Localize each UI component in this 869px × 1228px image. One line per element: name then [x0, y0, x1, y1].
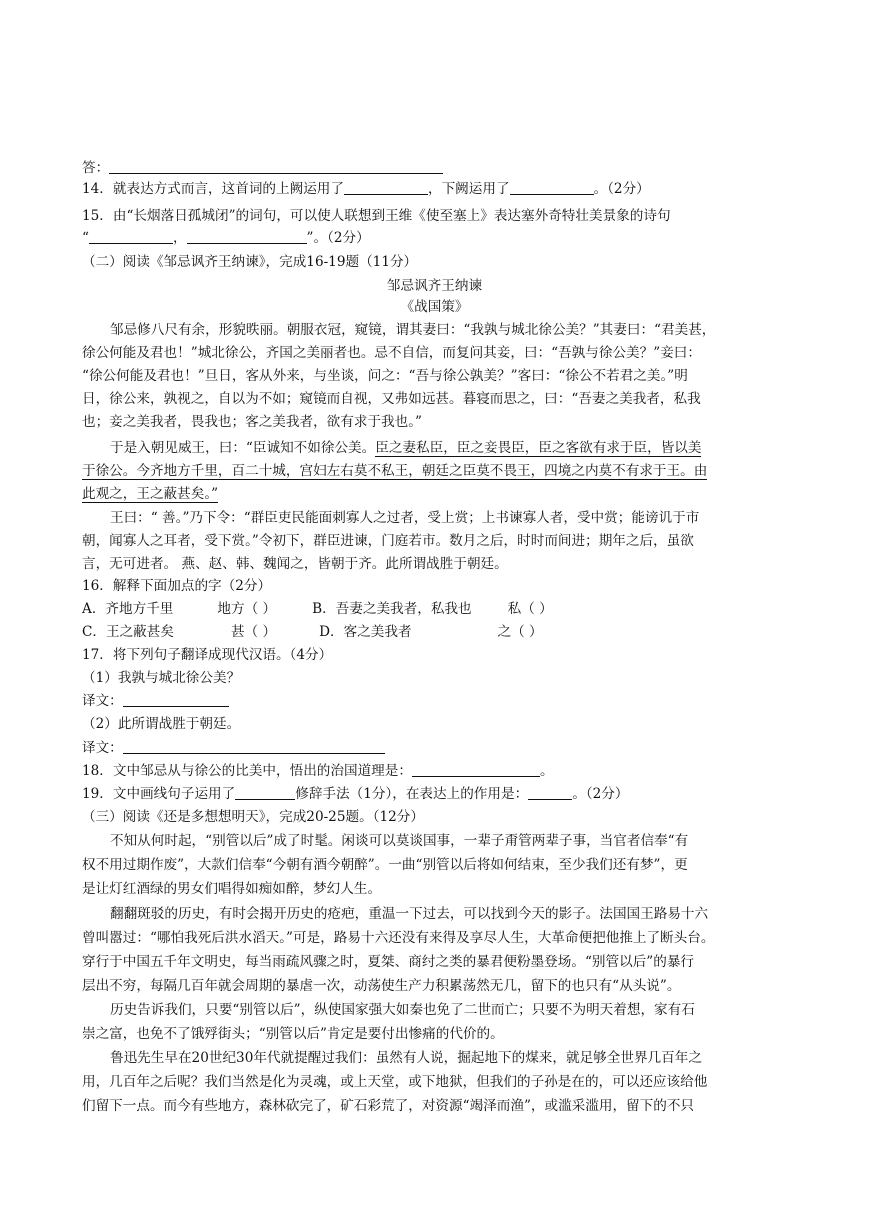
- passage-line: 穿行于中国五千年文明史，每当雨疏风骤之时，夏桀、商纣之类的暴君便粉墨登场。“别管以后”的暴行: [82, 954, 695, 970]
- question-16-stem: 16．解释下面加点的字（2分）: [82, 578, 272, 594]
- question-18: 18．文中邹忌从与徐公的比美中，悟出的治国道理是： 。: [82, 763, 554, 779]
- passage-line: 言，无可进者。 燕、赵、韩、魏闻之，皆朝于齐。此所谓战胜于朝廷。: [82, 556, 508, 572]
- translation-line-1: 译文：: [82, 691, 229, 711]
- answer-blank[interactable]: [344, 180, 428, 195]
- passage-line: 用，几百年之后呢？我们当然是化为灵魂，或上天堂，或下地狱，但我们的子孙是在的，可以还应该给他: [82, 1074, 708, 1090]
- passage-line: 崇之富，也免不了饿殍街头；“别管以后”肯定是要付出惨痛的代价的。: [82, 1026, 504, 1042]
- passage-line: “徐公何能及君也！”旦日，客从外来，与坐谈，问之：“吾与徐公孰美？”客曰：“徐公不若君之美。”明: [82, 368, 688, 384]
- passage-line: [82, 461, 707, 481]
- answer-blank[interactable]: [109, 159, 443, 174]
- section-3-intro: （三）阅读《还是多想想明天》，完成20-25题。（12分）: [82, 809, 424, 825]
- answer-blank[interactable]: [528, 785, 572, 800]
- question-16-row: A．齐地方千里 地方（ ） B．吾妻之美我者，私我也 私（ ）: [82, 601, 553, 617]
- answer-blank[interactable]: [89, 229, 173, 244]
- passage-line: 历史告诉我们，只要“别管以后”，纵使国家强大如秦也免了二世而亡；只要不为明天着想，家有石: [110, 1002, 695, 1018]
- answer-blank[interactable]: [510, 180, 594, 195]
- passage-line: 邹忌修八尺有余，形貌昳丽。朝服衣冠，窥镜，谓其妻曰：“我孰与城北徐公美？”其妻曰：“君美甚，: [110, 322, 716, 338]
- answer-blank[interactable]: [187, 229, 307, 244]
- answer-blank[interactable]: [123, 692, 229, 707]
- passage-source: 《战国策》: [400, 299, 469, 315]
- translation-line-2: 译文：: [82, 738, 385, 758]
- passage-line: 鲁迅先生早在20世纪30年代就提醒过我们：虽然有人说，掘起地下的煤来，就足够全世界几百年之: [110, 1050, 702, 1066]
- passage-line: 层出不穷，每隔几百年就会周期的暴虐一次，动荡使生产力积累荡然无几，留下的也只有“从头说”。: [82, 978, 681, 994]
- question-17-stem: 17．将下列句子翻译成现代汉语。（4分）: [82, 647, 333, 663]
- question-14: 14．就表达方式而言，这首词的上阙运用了 ，下阙运用了 。（2分）: [82, 181, 650, 197]
- passage-line: 徐公何能及君也！”城北徐公，齐国之美丽者也。忌不自信，而复问其妾，曰：“吾孰与徐公美？”妾曰：: [82, 345, 701, 361]
- underlined-sentence: 臣之妻私臣，臣之妾畏臣，臣之客欲有求于臣，皆以美: [375, 440, 702, 456]
- answer-blank[interactable]: [412, 762, 540, 777]
- passage-line: 们留下一点。而今有些地方，森林砍完了，矿石彩荒了，对资源“竭泽而渔”，或滥采滥用，留下的不只: [82, 1098, 695, 1114]
- question-19: 19．文中画线句子运用了 修辞手法（1分），在表达上的作用是： 。（2分）: [82, 786, 629, 802]
- section-2-intro: （二）阅读《邹忌讽齐王纳谏》，完成16-19题（11分）: [82, 254, 418, 270]
- answer-blank[interactable]: [123, 739, 385, 754]
- passage-title: 邹忌讽齐王纳谏: [386, 278, 483, 294]
- passage-line: 曾叫嚣过：“哪怕我死后洪水滔天。”可是，路易十六还没有来得及享尽人生，大革命便把他推上了断头台。: [82, 930, 715, 946]
- answer-blank[interactable]: [235, 785, 295, 800]
- passage-line: 王曰：“ 善。”乃下令：“群臣吏民能面刺寡人之过者，受上赏；上书谏寡人者，受中赏；能谤讥于市: [110, 510, 700, 526]
- passage-line: [82, 484, 218, 504]
- passage-line: 朝，闻寡人之耳者，受下赏。”令初下，群臣进谏，门庭若市。数月之后，时时而间进；期年之后，虽欲: [82, 533, 694, 549]
- question-17-sentence-2: （2）此所谓战胜于朝廷。: [82, 716, 241, 732]
- question-15: 15．由“长烟落日孤城闭”的词句，可以使人联想到王维《使至塞上》表达塞外奇特壮美景象的诗句: [82, 208, 671, 224]
- passage-line: 不知从何时起，“别管以后”成了时髦。闲谈可以莫谈国事，一辈子甭管两辈子事，当官者信奉“有: [110, 833, 689, 849]
- question-15-blanks: “ ， ”。（2分）: [82, 230, 370, 246]
- passage-line: 于是入朝见威王，曰：“臣诚知不如徐公美。臣之妻私臣，臣之妾畏臣，臣之客欲有求于臣，皆以美: [110, 440, 702, 456]
- underlined-sentence: 于徐公。今齐地方千里，百二十城，宫妇左右莫不私王，朝廷之臣莫不畏王，四境之内莫不有求于王。由: [82, 463, 708, 479]
- passage-line: 也；妾之美我者，畏我也；客之美我者，欲有求于我也。”: [82, 414, 422, 430]
- question-17-sentence-1: （1）我孰与城北徐公美？: [82, 670, 241, 686]
- passage-line: 是让灯红酒绿的男女们唱得如痴如醉，梦幻人生。: [82, 881, 382, 897]
- underlined-sentence: 此观之，王之蔽甚矣。”: [82, 486, 219, 502]
- passage-line: 权不用过期作废”，大款们信奉“今朝有酒今朝醉”。一曲“别管以后将如何结束，至少我们还有梦”，更: [82, 857, 688, 873]
- q13-answer-line: 答：: [82, 158, 443, 178]
- passage-line: 翻翻斑驳的历史，有时会揭开历史的疮疤，重温一下过去，可以找到今天的影子。法国国王路易十六: [110, 906, 709, 922]
- passage-line: 日，徐公来，孰视之，自以为不如；窥镜而自视，又弗如远甚。暮寝而思之，曰：“吾妻之美我者，私我: [82, 391, 701, 407]
- question-16-row: C．王之蔽甚矣 甚（ ） D．客之美我者 之（ ）: [82, 624, 543, 640]
